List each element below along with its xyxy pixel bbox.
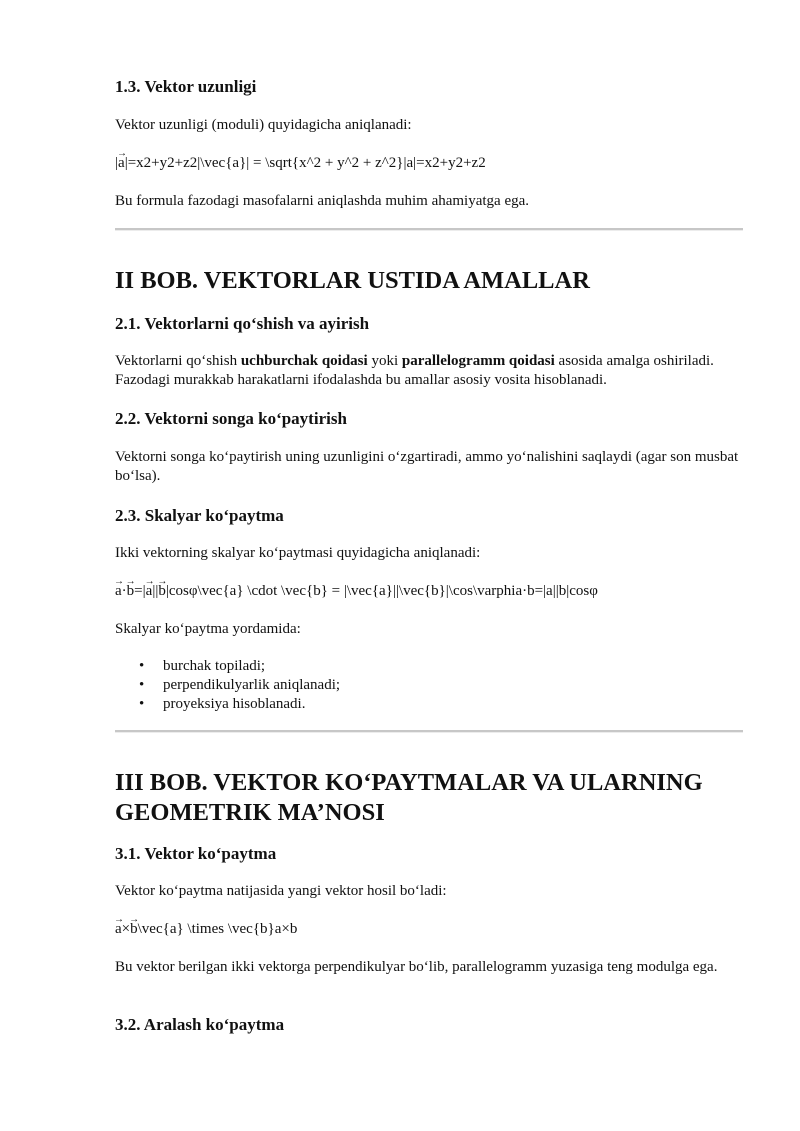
vector-b-symbol: b → [158, 582, 166, 601]
formula-text: \vec{a} \times \vec{b}a×b [137, 921, 298, 937]
formula-text: || [152, 583, 159, 599]
text-run: asosida amalga oshiriladi. Fazodagi murakkab harakatlarni ifodalashda bu amallar asosiy vosita hisoblanadi. [115, 353, 714, 388]
formula-text: |=x2+y2+z2|\vec{a}| = \sqrt{x^2 + y^2 + z^2}|a|=x2+y2+z2 [124, 155, 486, 171]
chapter-title-2: II BOB. VEKTORLAR USTIDA AMALLAR [115, 267, 590, 294]
paragraph-vector-length-intro: Vektor uzunligi (moduli) quyidagicha aniqlanadi: [115, 117, 412, 133]
paragraph-vector-addition [115, 352, 735, 390]
section-heading-3-2: 3.2. Aralash ko‘paytma [115, 1015, 285, 1034]
horizontal-divider [115, 228, 743, 231]
formula-cross-product [115, 920, 297, 939]
formula-dot-product [115, 582, 598, 601]
list-item: • burchak topiladi; [115, 657, 715, 676]
section-heading-1-3: 1.3. Vektor uzunligi [115, 77, 257, 96]
section-heading-3-1: 3.1. Vektor ko‘paytma [115, 844, 277, 863]
chapter-title-3 [115, 768, 703, 828]
paragraph-cross-product-intro: Vektor ko‘paytma natijasida yangi vektor hosil bo‘ladi: [115, 883, 447, 899]
paragraph-list-intro: Skalyar ko‘paytma yordamida: [115, 621, 301, 637]
formula-text: · [121, 583, 127, 599]
formula-text: × [121, 921, 131, 937]
list-item: • perpendikulyarlik aniqlanadi; [115, 676, 715, 695]
vector-b-symbol: b → [127, 582, 135, 601]
section-heading-2-2: 2.2. Vektorni songa ko‘paytirish [115, 409, 347, 428]
formula-text: =| [134, 583, 146, 599]
paragraph-cross-product-note: Bu vektor berilgan ikki vektorga perpendikulyar bo‘lib, parallelogramm yuzasiga teng modulga ega. [115, 959, 718, 975]
vector-a-symbol: a → [115, 582, 122, 601]
chapter-title-line: III BOB. VEKTOR KO‘PAYTMALAR VA ULARNING [115, 769, 703, 796]
bold-term-triangle-rule: uchburchak qoidasi [240, 353, 368, 369]
formula-text: |cosφ\vec{a} \cdot \vec{b} = |\vec{a}||\vec{b}|\cos\varphia·b=|a||b|cosφ [165, 583, 598, 599]
horizontal-divider [115, 730, 743, 733]
paragraph-dot-product-intro: Ikki vektorning skalyar ko‘paytmasi quyidagicha aniqlanadi: [115, 545, 481, 561]
text-run: yoki [367, 353, 402, 369]
bold-term-parallelogram-rule: parallelogramm qoidasi [401, 353, 555, 369]
section-heading-2-1: 2.1. Vektorlarni qo‘shish va ayirish [115, 314, 370, 333]
list-item: • proyeksiya hisoblanadi. [115, 695, 715, 714]
paragraph-formula-note: Bu formula fazodagi masofalarni aniqlashda muhim ahamiyatga ega. [115, 193, 530, 209]
vector-a-symbol: a → [146, 582, 153, 601]
paragraph-scalar-multiplication: Vektorni songa ko‘paytirish uning uzunligini o‘zgartiradi, ammo yo‘nalishini saqlaydi (agar son musbat bo‘lsa). [115, 449, 739, 484]
section-heading-2-3: 2.3. Skalyar ko‘paytma [115, 506, 284, 525]
vector-a-symbol: a → [115, 920, 122, 939]
formula-bar: | [115, 155, 119, 171]
vector-b-symbol: b → [130, 920, 138, 939]
text-run: Vektorlarni qo‘shish [115, 353, 241, 369]
vector-a-symbol: a → [118, 154, 125, 173]
chapter-title-line: GEOMETRIK MA’NOSI [115, 799, 385, 826]
bullet-list [115, 657, 715, 714]
formula-vector-length [115, 154, 486, 173]
